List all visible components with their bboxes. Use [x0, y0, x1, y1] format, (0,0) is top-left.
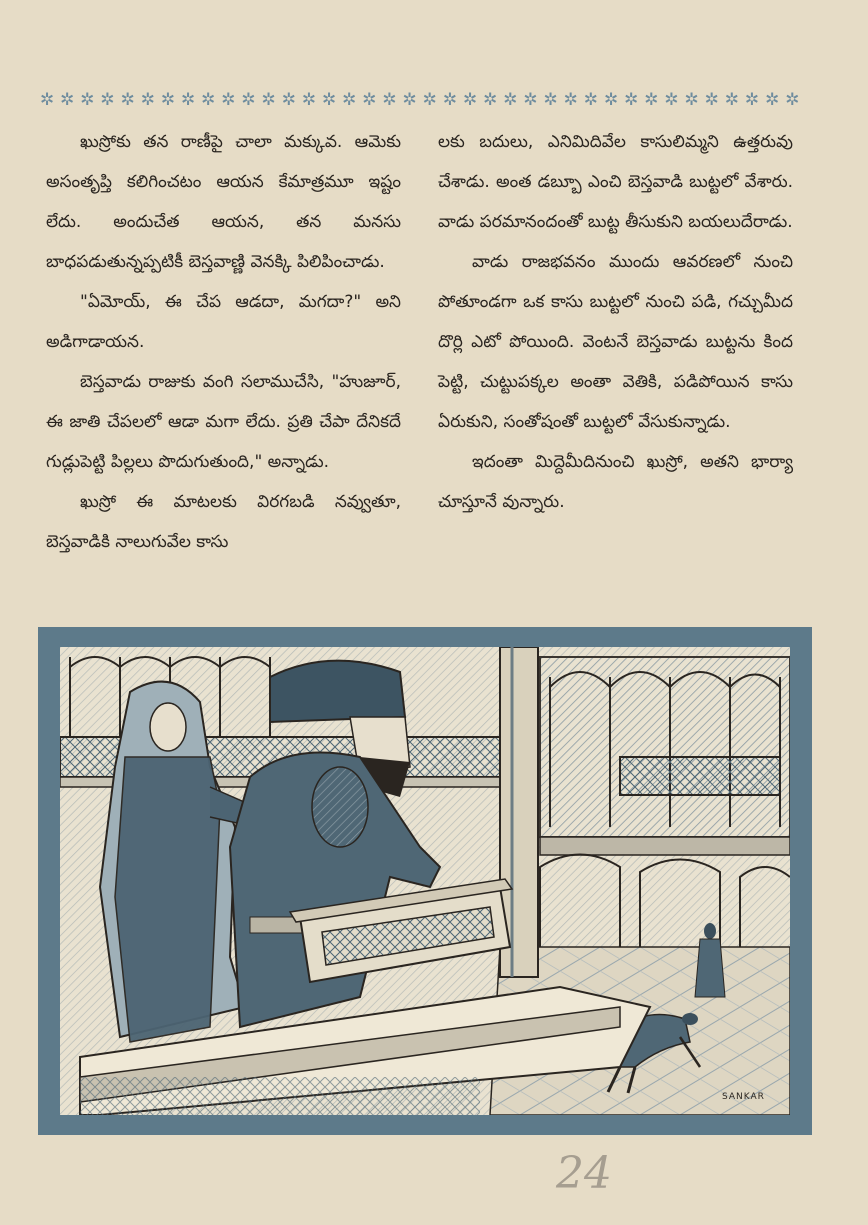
star-ornament-icon: ✲ [724, 90, 740, 110]
right-text-column [438, 122, 793, 522]
star-ornament-icon: ✲ [241, 90, 256, 110]
star-ornament-icon: ✲ [563, 90, 578, 110]
paragraph: వాడు రాజభవనం ముందు ఆవరణలో నుంచి పోతూండగా ఒక కాసు బుట్టలో నుంచి పడి, గచ్చుమీద దొర్లి ఎటో పోయింది. వెంటనే బెస్తవాడు బుట్టను కింద పెట్టి, చుట్టుపక్కల అంతా వెతికి, పడిపోయిన కాసు ఏరుకుని, సంతోషంతో బుట్టలో వేసుకున్నాడు. [438, 252, 793, 432]
star-ornament-icon: ✲ [664, 90, 679, 110]
star-ornament-icon: ✲ [221, 90, 236, 110]
star-ornament-icon: ✲ [603, 90, 619, 110]
star-ornament-icon: ✲ [362, 90, 377, 110]
star-ornament-icon: ✲ [160, 90, 176, 110]
page-number: 24 [556, 1148, 612, 1199]
palace-balcony-illustration [60, 647, 790, 1115]
paragraph: "ఏమోయ్, ఈ చేప ఆడదా, మగదా?" అని అడిగాడాయన. [46, 292, 401, 352]
paragraph: ఇదంతా మిద్దెమీదినుంచి ఖుస్రో, అతని భార్యా చూస్తూనే వున్నారు. [438, 452, 793, 512]
star-ornament-icon: ✲ [321, 90, 337, 110]
star-ornament-icon: ✲ [342, 90, 357, 110]
paragraph: బెస్తవాడు రాజుకు వంగి సలాముచేసి, "హుజూర్, ఈ జాతి చేపలలో ఆడా మగా లేదు. ప్రతి చేపా దేనికదే గుడ్లుపెట్టి పిల్లలు పొదుగుతుంది," అన్నాడు. [46, 372, 401, 472]
star-ornament-icon: ✲ [40, 90, 55, 110]
left-text-column [46, 122, 401, 562]
star-ornament-icon: ✲ [201, 90, 216, 110]
star-ornament-icon: ✲ [785, 90, 800, 110]
star-ornament-icon: ✲ [624, 90, 639, 110]
star-ornament-icon: ✲ [523, 90, 538, 110]
star-ornament-icon: ✲ [644, 90, 659, 110]
star-ornament-icon: ✲ [583, 90, 599, 110]
illustration-frame [38, 627, 812, 1135]
artist-signature: SANKAR [722, 1092, 765, 1102]
decorative-star-border [40, 88, 800, 112]
star-ornament-icon: ✲ [261, 90, 276, 110]
star-ornament-icon: ✲ [120, 90, 135, 110]
star-ornament-icon: ✲ [543, 90, 558, 110]
star-ornament-icon: ✲ [744, 90, 760, 110]
star-ornament-icon: ✲ [80, 90, 95, 110]
paragraph: ఖుస్రో ఈ మాటలకు విరగబడి నవ్వుతూ, బెస్తవాడికి నాలుగువేల కాసు [46, 492, 401, 552]
star-ornament-icon: ✲ [382, 90, 397, 110]
star-ornament-icon: ✲ [301, 90, 317, 110]
star-ornament-icon: ✲ [180, 90, 196, 110]
star-ornament-icon: ✲ [442, 90, 458, 110]
star-ornament-icon: ✲ [422, 90, 437, 110]
paragraph: ఖుస్రోకు తన రాణీపై చాలా మక్కువ. ఆమెకు అసంతృప్తి కలిగించటం ఆయన కేమాత్రమూ ఇష్టం లేదు. అందుచేత ఆయన, తన మనసు బాధపడుతున్నప్పటికీ బెస్తవాణ్ణి వెనక్కి పిలిపించాడు. [46, 132, 401, 272]
star-ornament-icon: ✲ [765, 90, 780, 110]
star-ornament-icon: ✲ [462, 90, 478, 110]
star-ornament-icon: ✲ [100, 90, 115, 110]
star-ornament-icon: ✲ [140, 90, 155, 110]
paragraph: లకు బదులు, ఎనిమిదివేల కాసులిమ్మని ఉత్తరువు చేశాడు. అంత డబ్బూ ఎంచి బెస్తవాడి బుట్టలో వేశారు. వాడు పరమానందంతో బుట్ట తీసుకుని బయలుదేరాడు. [438, 132, 793, 232]
star-ornament-icon: ✲ [483, 90, 498, 110]
star-ornament-icon: ✲ [503, 90, 518, 110]
star-ornament-icon: ✲ [60, 90, 75, 110]
star-ornament-icon: ✲ [281, 90, 296, 110]
star-ornament-icon: ✲ [684, 90, 699, 110]
star-ornament-icon: ✲ [402, 90, 417, 110]
star-ornament-icon: ✲ [704, 90, 719, 110]
